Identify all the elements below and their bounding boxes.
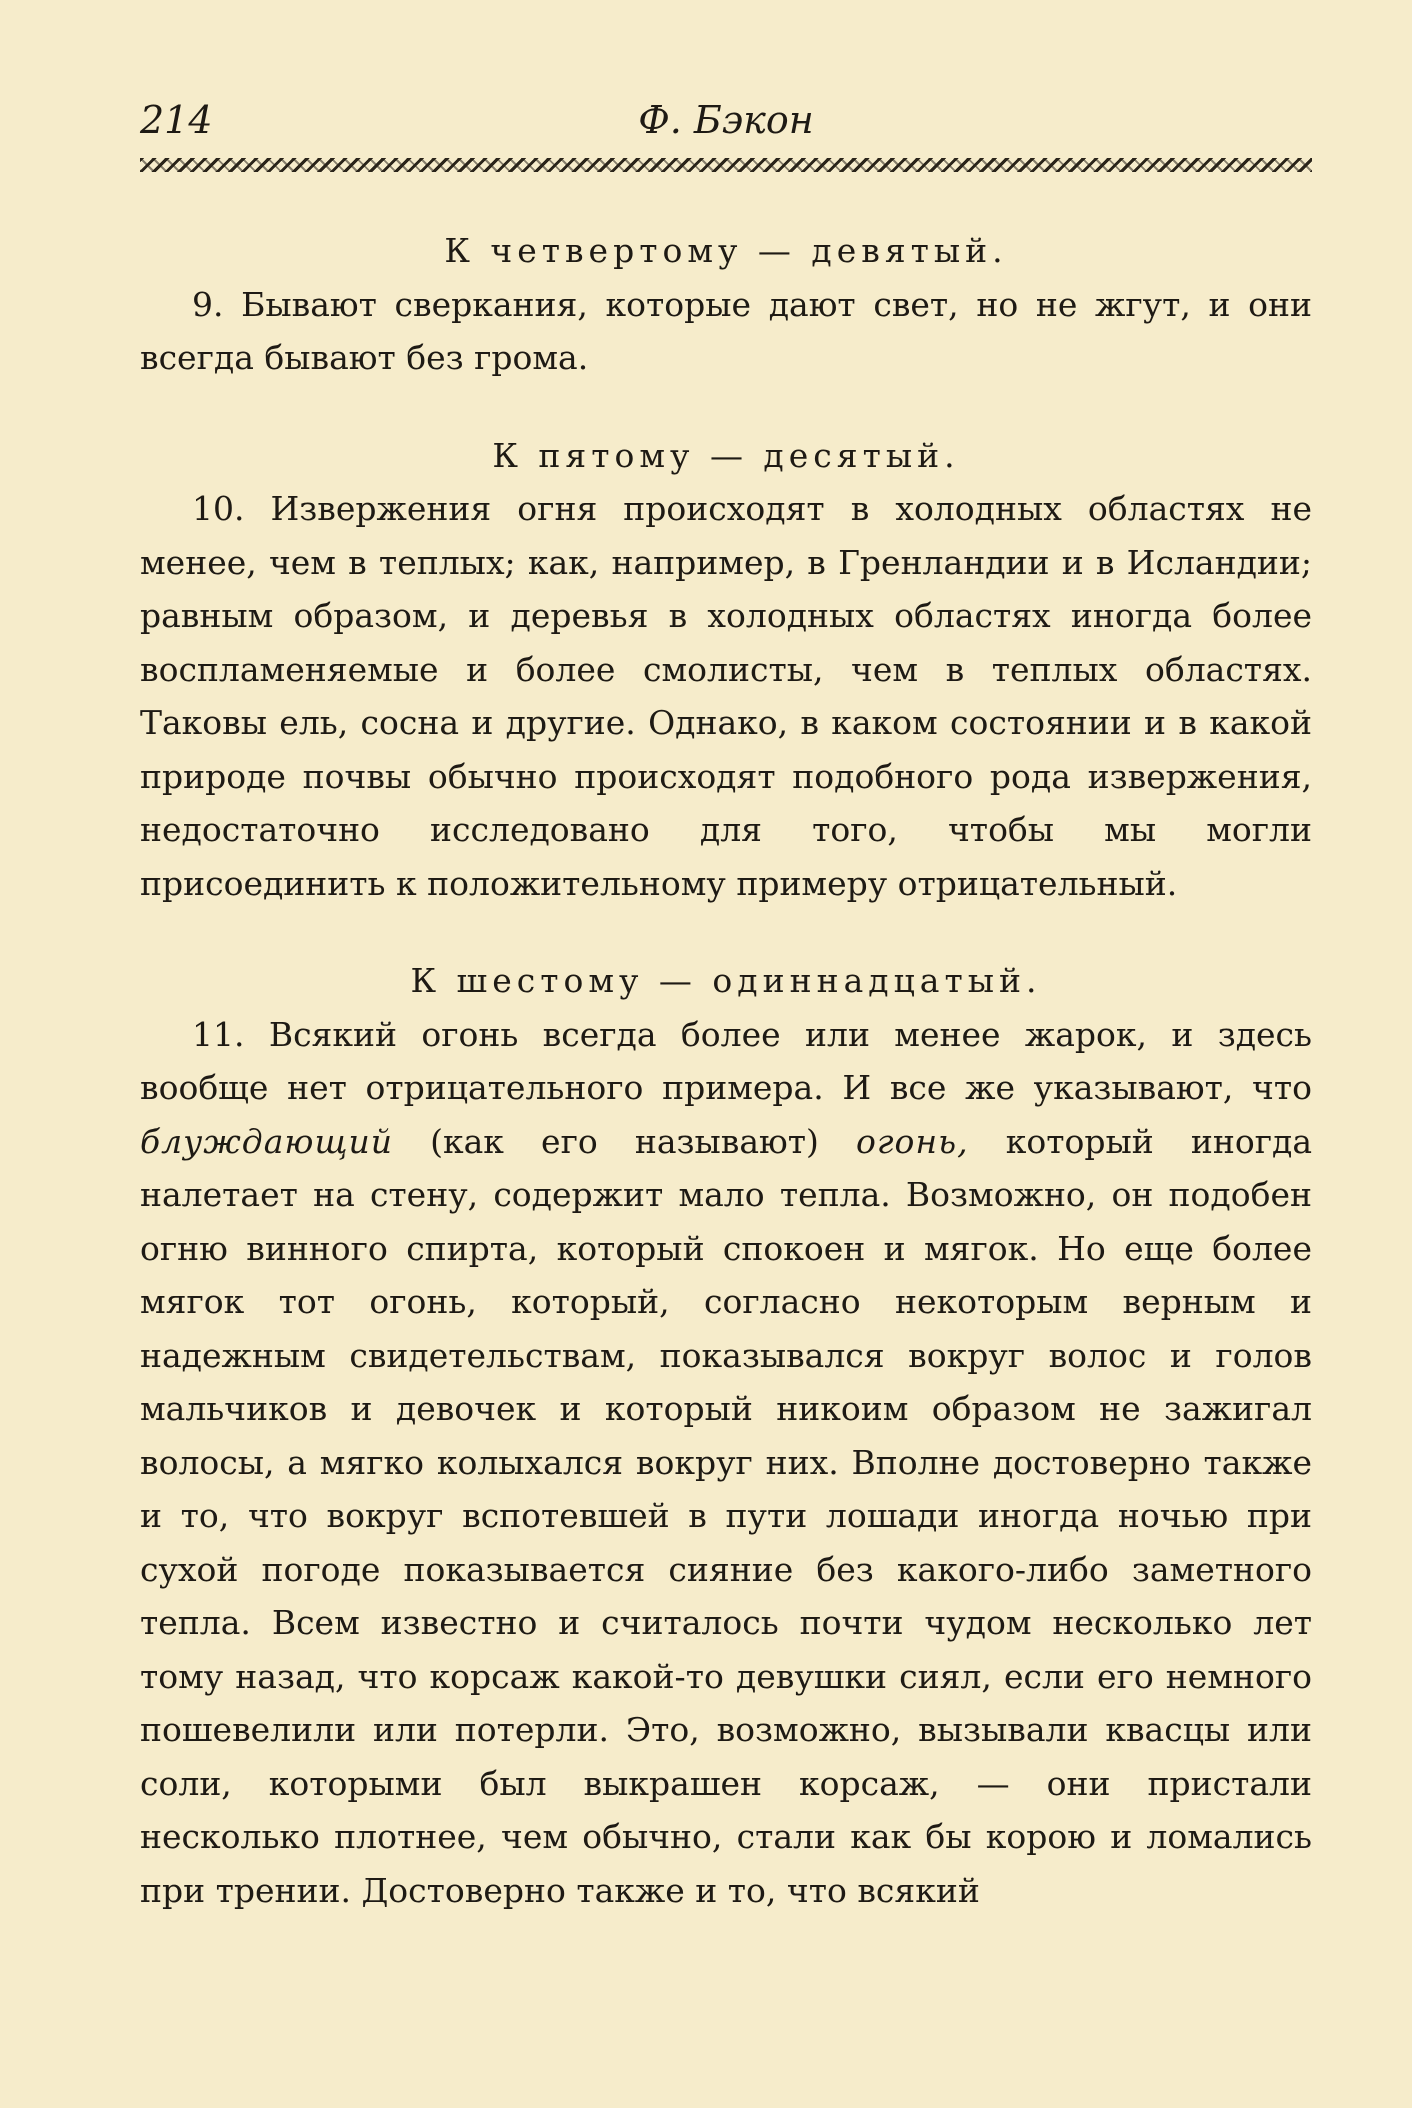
paragraph-text: который иногда налетает на стену, содержит мало тепла. Возможно, он подобен огню винного спирта, который спокоен и мягок. Но еще более мягок тот огонь, который, согласно некоторым верным и надежным свидетельствам, показывался вокруг волос и голов мальчиков и девочек и который никоим образом не зажигал волосы, а мягко колыхался вокруг них. Вполне достоверно также и то, что вокруг вспотевшей в пути лошади иногда ночью при сухой погоде показывается сияние без какого-либо заметного тепла. Всем известно и считалось почти чудом несколько лет тому назад, что корсаж какой-то девушки сиял, если его немного пошевелили или потерли. Это, возможно, вызывали квасцы или соли, которыми был выкрашен корсаж, — они пристали несколько плотнее, чем обычно, стали как бы корою и ломались при трении. Достоверно также и то, что всякий (140, 1121, 1312, 1910)
running-head: Ф. Бэкон (638, 98, 814, 142)
italic-term: огонь, (856, 1121, 969, 1161)
page-header (140, 98, 1312, 158)
paragraph: 9. Бывают сверкания, которые дают свет, но не жгут, и они всегда бывают без грома. (140, 284, 1312, 377)
section-heading: К четвертому — девятый. (444, 231, 1008, 270)
paragraph-text: 11. Всякий огонь всегда более или менее жарок, и здесь вообще нет отрицательного примера. И все же указывают, что (140, 1014, 1312, 1107)
ornamental-rule (140, 158, 1312, 172)
paragraph (140, 1008, 1312, 1918)
page-number: 214 (140, 98, 213, 142)
body-text (140, 224, 1312, 1917)
paragraph: 10. Извержения огня происходят в холодных областях не менее, чем в теплых; как, например, в Гренландии и в Исландии; равным образом, и деревья в холодных областях иногда более воспламеняемые и более смолисты, чем в теплых областях. Таковы ель, сосна и другие. Однако, в каком состоянии и в какой природе почвы обычно происходят подобного рода извержения, недостаточно исследовано для того, чтобы мы могли присоединить к положительному примеру отрицательный. (140, 489, 1312, 903)
italic-term: блуждающий (140, 1121, 393, 1161)
paragraph-text: (как его называют) (393, 1121, 857, 1161)
section-heading: К пятому — десятый. (492, 435, 960, 475)
section-heading: К шестому — одиннадцатый. (410, 961, 1042, 1000)
